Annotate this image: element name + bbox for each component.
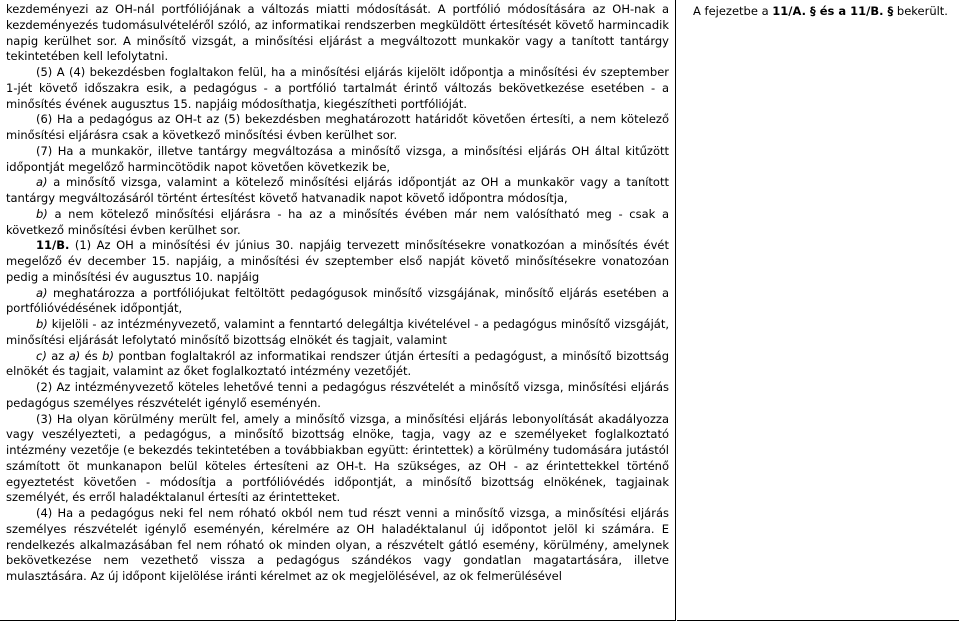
text-run: (3) Ha olyan körülmény merült fel, amely a minősítő vizsga, a minősítési eljárás lebonyolítását akadályozza vagy veszélyezteti, a pedagógus, a minősítő bizottság elnöke, tagja, vagy az e személyeket foglalkoztató intézmény vezetője (e bekezdés tekintetében a továbbiakban együtt: érintettek) a körülmény tudomására jutástól számított öt munkanapon belül köteles értesíteni az OH-t. Ha szükséges, az OH - az érintettekkel történő egyeztetést követően - módosítja a portfólióvédés időpontját, a minősítő bizottság elnökének, tagjainak személyét, és erről haladéktalanul értesíti az érintetteket.: [6, 411, 669, 505]
paragraph: [6, 207, 669, 239]
point-label: c): [36, 348, 47, 363]
text-run: kezdeményezi az OH-nál portfóliójának a változás miatti módosítását. A portfólió módosítására az OH-nak a kezdeményezés tudomásulvételéről szóló, az informatikai rendszerben megküldött értesítését követő harmincadik napig kerülhet sor.: [6, 2, 669, 48]
text-run: a minősítő vizsga, valamint a kötelező minősítési eljárás időpontját az OH a munkakör vagy a tanított tantárgy megváltozásáról történt értesítést követő hatvanadik napot követő időpontra módosítja,: [6, 175, 669, 205]
text-run: (7) Ha a munkakör, illetve tantárgy megváltozása a minősítő vizsga, a minősítési eljárás OH által kitűzött időpontját megelőző harmincötödik napot követően következik be,: [6, 143, 669, 174]
paragraph: [6, 286, 669, 318]
text-run: (5) A (4) bekezdésben foglaltakon felül, ha a minősítési eljárás kijelölt időpontja a minősítési év szeptember 1-jét követő időszakra esik, a pedagógus - a portfólió tartalmát érintő változás bekövetkezése esetében - a minősítés évének augusztus 15. napjáig módosíthatja, kiegészítheti portfólióját.: [6, 65, 669, 111]
text-run: a nem kötelező minősítési eljárásra - ha az a minősítés évében már nem valósítható meg - csak a következő minősítési évben kerülhet sor.: [6, 206, 669, 237]
point-label: a): [36, 175, 48, 190]
text-run: (2) Az intézményvezető köteles lehetővé tenni a pedagógus részvételét a minősítő vizsga, minősítési eljárás pedagógus személyes részvételét igénylő eseményén.: [6, 380, 669, 410]
point-label: a): [36, 285, 48, 300]
section-number: 11/B.: [36, 238, 70, 253]
point-label: b): [36, 317, 48, 331]
section-number: 11/A. § és a 11/B. §: [772, 4, 894, 18]
text-run: A minősítő vizsgát, a minősítési eljárást a megváltozott munkakör vagy a tanított tantárgy tekintetében kell lefolytatni.: [6, 33, 669, 64]
paragraph: [6, 380, 669, 412]
text-run: (4) Ha a pedagógus neki fel nem róható okból nem tud részt venni a minősítő vizsga, a minősítési eljárás személyes részvételét igénylő eseményén, kérelmére az OH haladéktalanul új időpontot jelöl ki számára. E rendelkezés alkalmazásában fel nem róható ok minden olyan, a részvételt gátló esemény, körülmény, amelynek bekövetkezése nem vezethető vissza a pedagógus szándékos vagy gondatlan magatartására, illetve mulasztására. Az új időpont kijelölése iránti kérelmet az ok megjelölésével, az ok felmerülésével: [6, 506, 669, 583]
paragraph: [6, 2, 669, 65]
paragraph: [6, 144, 669, 176]
text-run: pontban foglaltakról az informatikai rendszer útján értesíti a pedagógust, a minősítő bizottság elnökét és tagjait, valamint az őket foglalkoztató intézmény vezetőjét.: [6, 348, 670, 379]
text-run: (1) Az OH a minősítési év június 30. napjáig tervezett minősítésekre vonatkozóan a minősítés évét megelőző év december 15. napjáig, a minősítési év szeptember első napját követő minősítésekre vonatozóan pedig a minősítési év augusztus 10. napjáig: [6, 238, 669, 284]
paragraph: [6, 317, 669, 349]
paragraph: [6, 349, 669, 381]
text-run: bekerült.: [893, 4, 948, 18]
text-run: meghatározza a portfóliójukat feltöltött pedagógusok minősítő vizsgájának, minősítő eljárás esetében a portfólióvédésének időpontját,: [6, 285, 669, 316]
paragraph: [6, 238, 669, 285]
text-run: az: [46, 348, 69, 363]
text-run: és: [80, 348, 103, 363]
text-run: A fejezetbe a: [693, 4, 773, 18]
paragraph: [6, 506, 669, 585]
paragraph: [6, 65, 669, 112]
text-run: (6) Ha a pedagógus az OH-t az (5) bekezdésben meghatározott határidőt követően értesíti, a nem kötelező minősítési eljárásra csak a következő minősítési évben kerülhet sor.: [6, 112, 669, 142]
side-note-column: [677, 0, 959, 621]
paragraph: [6, 412, 669, 507]
paragraph: [6, 112, 669, 144]
point-label: b): [36, 206, 48, 221]
text-run: kijelöli - az intézményvezető, valamint a fenntartó delegáltja kivételével - a pedagógus minősítő vizsgáját, minősítési eljárását lefolytató minősítő bizottság elnökét és tagjait, valamint: [6, 317, 669, 347]
point-label: a): [68, 348, 81, 363]
amendment-note: [693, 4, 959, 20]
paragraph: [6, 175, 669, 207]
point-label: b): [102, 348, 114, 363]
